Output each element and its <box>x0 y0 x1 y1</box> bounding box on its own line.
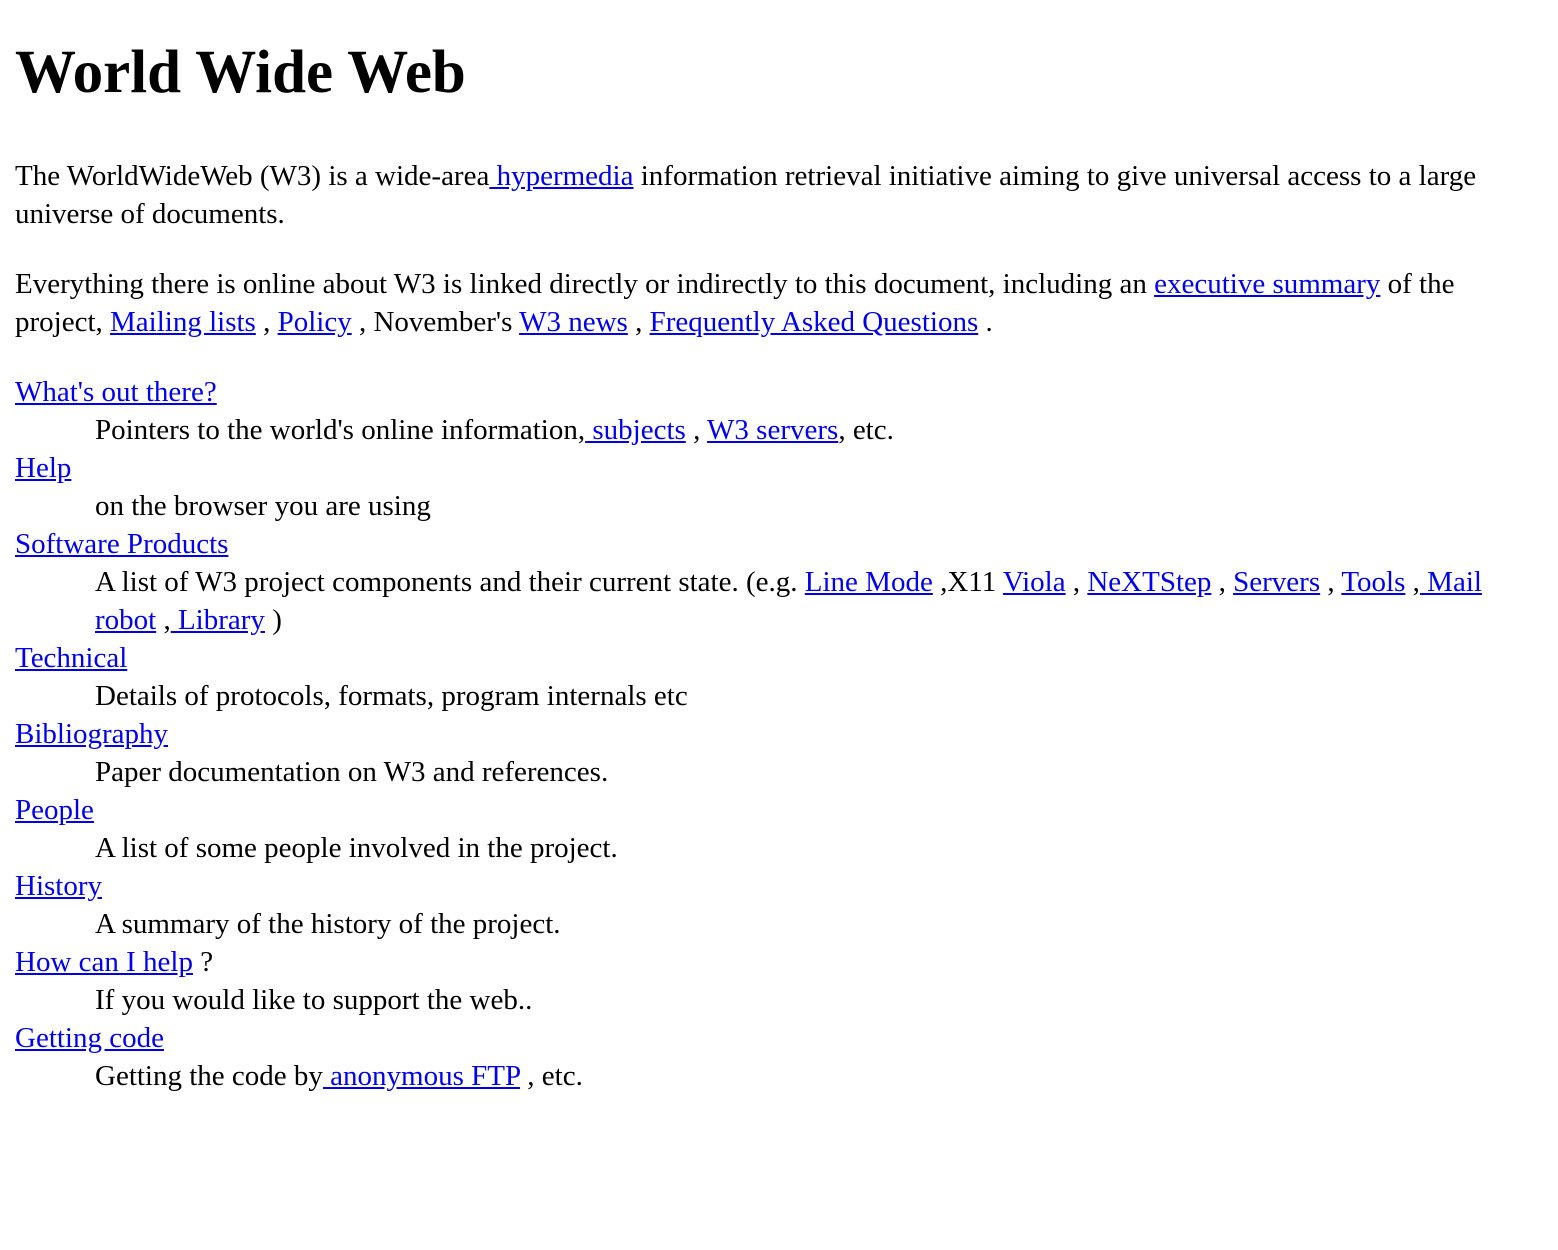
topics-list <box>15 373 1543 1095</box>
everything-text-5: , <box>627 306 650 338</box>
link-bibliography[interactable]: Bibliography <box>15 718 169 750</box>
topic-people-desc: A list of some people involved in the project. <box>95 832 618 864</box>
desc-text: Pointers to the world's online information, <box>95 414 586 446</box>
topic-how-can-i-help <box>15 943 1543 981</box>
desc-separator: , <box>685 414 708 446</box>
topic-history <box>15 867 1543 905</box>
desc-text: ) <box>264 604 282 636</box>
everything-text-3: , <box>255 306 278 338</box>
link-library[interactable]: Library <box>170 604 265 636</box>
link-mailing-lists[interactable]: Mailing lists <box>110 306 256 338</box>
topic-technical-desc: Details of protocols, formats, program internals etc <box>95 680 688 712</box>
link-w3-news[interactable]: W3 news <box>519 306 628 338</box>
link-policy[interactable]: Policy <box>277 306 352 338</box>
topic-software-products <box>15 525 1543 563</box>
everything-text-2: of the project, <box>15 268 1455 338</box>
link-line-mode[interactable]: Line Mode <box>804 566 933 598</box>
intro-text-before: The WorldWideWeb (W3) is a wide-area <box>15 160 490 192</box>
topic-help <box>15 449 1543 487</box>
link-whats-out-there[interactable]: What's out there? <box>15 376 217 408</box>
desc-separator: , <box>1405 566 1420 598</box>
desc-separator: , <box>156 604 171 636</box>
topic-technical <box>15 639 1543 677</box>
desc-text: , etc. <box>520 1060 583 1092</box>
topic-getting-code <box>15 1019 1543 1057</box>
desc-separator: , <box>1065 566 1088 598</box>
link-faq[interactable]: Frequently Asked Questions <box>649 306 979 338</box>
desc-text: , etc. <box>838 414 894 446</box>
link-nextstep[interactable]: NeXTStep <box>1087 566 1212 598</box>
page-title: World Wide Web <box>15 39 466 106</box>
topic-whats-out-there-desc <box>95 411 1543 449</box>
topic-getting-code-desc <box>95 1057 1543 1095</box>
link-software-products[interactable]: Software Products <box>15 528 229 560</box>
link-viola[interactable]: Viola <box>1002 566 1066 598</box>
desc-text-x11: ,X11 <box>932 566 1003 598</box>
link-hypermedia[interactable]: hypermedia <box>489 160 634 192</box>
link-subjects[interactable]: subjects <box>585 414 686 446</box>
link-servers[interactable]: Servers <box>1233 566 1321 598</box>
topic-software-products-desc <box>95 563 1543 639</box>
link-history[interactable]: History <box>15 870 102 902</box>
everything-text-6: . <box>978 306 993 338</box>
topic-history-desc: A summary of the history of the project. <box>95 908 561 940</box>
link-people[interactable]: People <box>15 794 94 826</box>
topic-whats-out-there <box>15 373 1543 411</box>
link-help[interactable]: Help <box>15 452 72 484</box>
topic-bibliography <box>15 715 1543 753</box>
topic-help-desc: on the browser you are using <box>95 490 431 522</box>
link-mail-robot[interactable]: Mail robot <box>95 566 1482 636</box>
question-mark: ? <box>192 946 214 978</box>
intro-paragraph <box>15 157 1543 233</box>
everything-text-1: Everything there is online about W3 is linked directly or indirectly to this document, including an <box>15 268 1155 300</box>
link-tools[interactable]: Tools <box>1341 566 1406 598</box>
link-w3-servers[interactable]: W3 servers <box>707 414 839 446</box>
topic-how-can-i-help-desc: If you would like to support the web.. <box>95 984 533 1016</box>
desc-text: Getting the code by <box>95 1060 323 1092</box>
link-how-can-i-help[interactable]: How can I help <box>15 946 193 978</box>
topic-people <box>15 791 1543 829</box>
intro-text-after: information retrieval initiative aiming to give universal access to a large universe of documents. <box>15 160 1477 230</box>
everything-text-4: , November's <box>351 306 520 338</box>
link-executive-summary[interactable]: executive summary <box>1154 268 1381 300</box>
link-anonymous-ftp[interactable]: anonymous FTP <box>322 1060 521 1092</box>
desc-separator: , <box>1211 566 1234 598</box>
everything-paragraph <box>15 265 1543 341</box>
desc-separator: , <box>1320 566 1342 598</box>
topic-bibliography-desc: Paper documentation on W3 and references. <box>95 756 609 788</box>
link-getting-code[interactable]: Getting code <box>15 1022 164 1054</box>
link-technical[interactable]: Technical <box>15 642 128 674</box>
desc-text: A list of W3 project components and their current state. (e.g. <box>95 566 805 598</box>
